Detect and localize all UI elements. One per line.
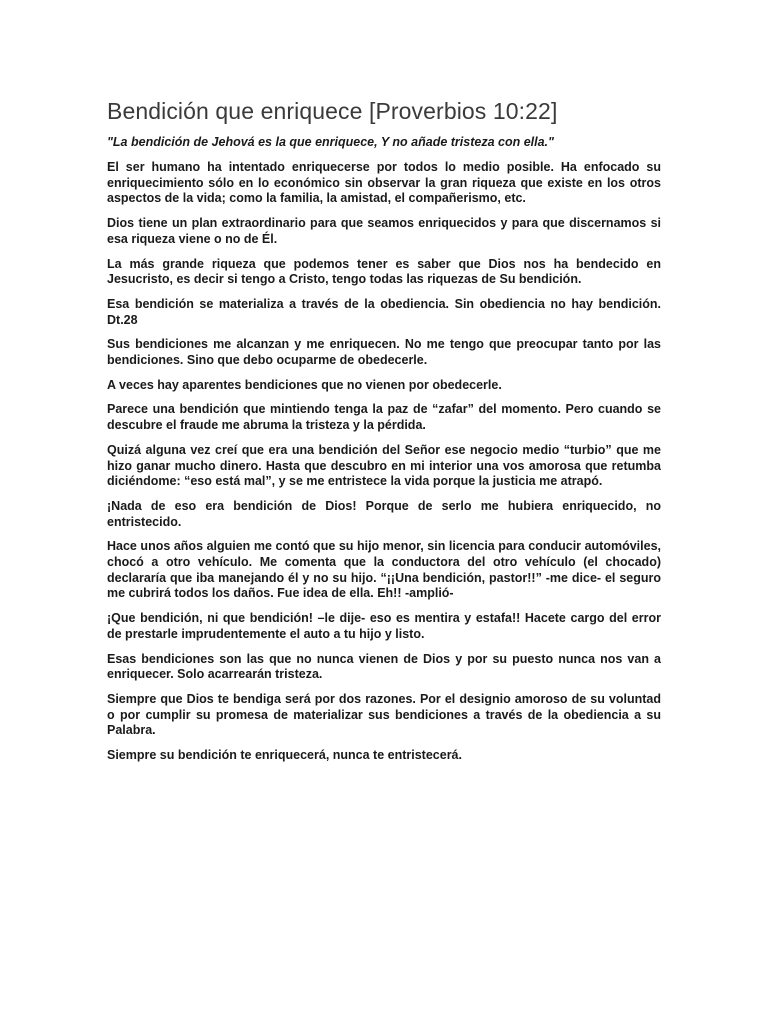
paragraph: Dios tiene un plan extraordinario para que seamos enriquecidos y para que discernamos si esa riqueza viene o no de Él.	[107, 216, 661, 246]
paragraph: Sus bendiciones me alcanzan y me enriquecen. No me tengo que preocupar tanto por las bendiciones. Sino que debo ocuparme de obedecerle.	[107, 337, 661, 368]
paragraph: La más grande riqueza que podemos tener es saber que Dios nos ha bendecido en Jesucristo, es decir si tengo a Cristo, tengo todas las riquezas de Su bendición.	[107, 256, 661, 287]
paragraph: ¡Que bendición, ni que bendición! –le dije- eso es mentira y estafa!! Hacete cargo del error de prestarle imprudentemente el auto a tu hijo y listo.	[107, 611, 661, 641]
paragraph: Esa bendición se materializa a través de la obediencia. Sin obediencia no hay bendición. Dt.28	[107, 296, 661, 327]
paragraph: Siempre que Dios te bendiga será por dos razones. Por el designio amoroso de su voluntad o por cumplir su promesa de materializar sus bendiciones a través de la obediencia a su Palabra.	[107, 691, 661, 738]
document-page	[107, 96, 661, 773]
paragraph: Esas bendiciones son las que no nunca vienen de Dios y por su puesto nunca nos van a enriquecer. Solo acarrearán tristeza.	[107, 651, 661, 682]
epigraph-quote: "La bendición de Jehová es la que enriquece, Y no añade tristeza con ella."	[107, 135, 554, 149]
paragraph: Hace unos años alguien me contó que su hijo menor, sin licencia para conducir automóviles, chocó a otro vehículo. Me comenta que la conductora del otro vehículo (el chocado) declararía que iba manejando él y no su hijo. “¡¡Una bendición, pastor!!” -me dice- el seguro me cubrirá todos los daños. Fue idea de ella. Eh!! -amplió-	[107, 539, 661, 601]
paragraph: Parece una bendición que mintiendo tenga la paz de “zafar” del momento. Pero cuando se descubre el fraude me abruma la tristeza y la pérdida.	[107, 402, 661, 433]
paragraph: Siempre su bendición te enriquecerá, nunca te entristecerá.	[107, 748, 462, 763]
paragraph: Quizá alguna vez creí que era una bendición del Señor ese negocio medio “turbio” que me hizo ganar mucho dinero. Hasta que descubro en mi interior una vos amorosa que retumba diciéndome: “eso está mal”, y se me entristece la vida porque la justicia me atrapó.	[107, 442, 661, 489]
paragraph: El ser humano ha intentado enriquecerse por todos lo medio posible. Ha enfocado su enriquecimiento sólo en lo económico sin observar la gran riqueza que existe en los otros aspectos de la vida; como la familia, la amistad, el compañerismo, etc.	[107, 160, 661, 206]
paragraph: ¡Nada de eso era bendición de Dios! Porque de serlo me hubiera enriquecido, no entristecido.	[107, 498, 661, 529]
paragraph: A veces hay aparentes bendiciones que no vienen por obedecerle.	[107, 377, 502, 392]
document-title: Bendición que enriquece [Proverbios 10:22]	[107, 98, 558, 124]
